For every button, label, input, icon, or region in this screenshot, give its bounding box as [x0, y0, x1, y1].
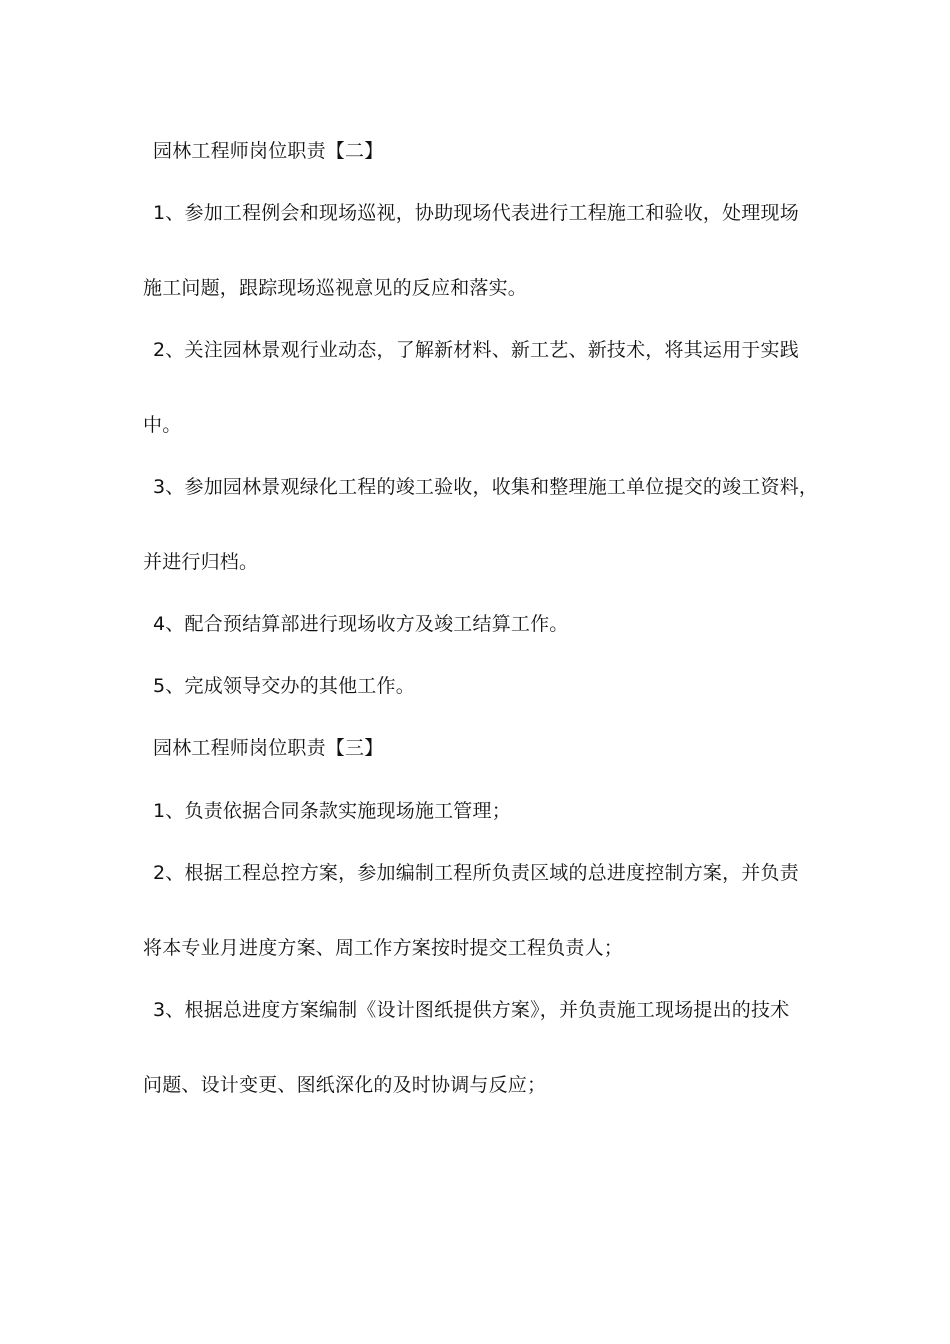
paragraph-line: 中。	[143, 414, 182, 436]
paragraph-line: 1、参加工程例会和现场巡视，协助现场代表进行工程施工和验收，处理现场	[153, 202, 799, 224]
section-heading-2: 园林工程师岗位职责【二】	[153, 140, 384, 162]
paragraph-line: 4、配合预结算部进行现场收方及竣工结算工作。	[153, 613, 569, 635]
paragraph-line: 问题、设计变更、图纸深化的及时协调与反应；	[143, 1074, 547, 1096]
paragraph-line: 1、负责依据合同条款实施现场施工管理；	[153, 800, 511, 822]
paragraph-line: 5、完成领导交办的其他工作。	[153, 675, 415, 697]
section-heading-3: 园林工程师岗位职责【三】	[153, 737, 384, 759]
paragraph-line: 3、根据总进度方案编制《设计图纸提供方案》，并负责施工现场提出的技术	[153, 999, 790, 1021]
paragraph-line: 并进行归档。	[143, 551, 259, 573]
paragraph-line: 2、根据工程总控方案，参加编制工程所负责区域的总进度控制方案，并负责	[153, 862, 799, 884]
paragraph-line: 将本专业月进度方案、周工作方案按时提交工程负责人；	[143, 937, 624, 959]
paragraph-line: 2、关注园林景观行业动态，了解新材料、新工艺、新技术，将其运用于实践	[153, 339, 799, 361]
paragraph-line: 施工问题，跟踪现场巡视意见的反应和落实。	[143, 277, 528, 299]
paragraph-line: 3、参加园林景观绿化工程的竣工验收，收集和整理施工单位提交的竣工资料，	[153, 476, 819, 498]
